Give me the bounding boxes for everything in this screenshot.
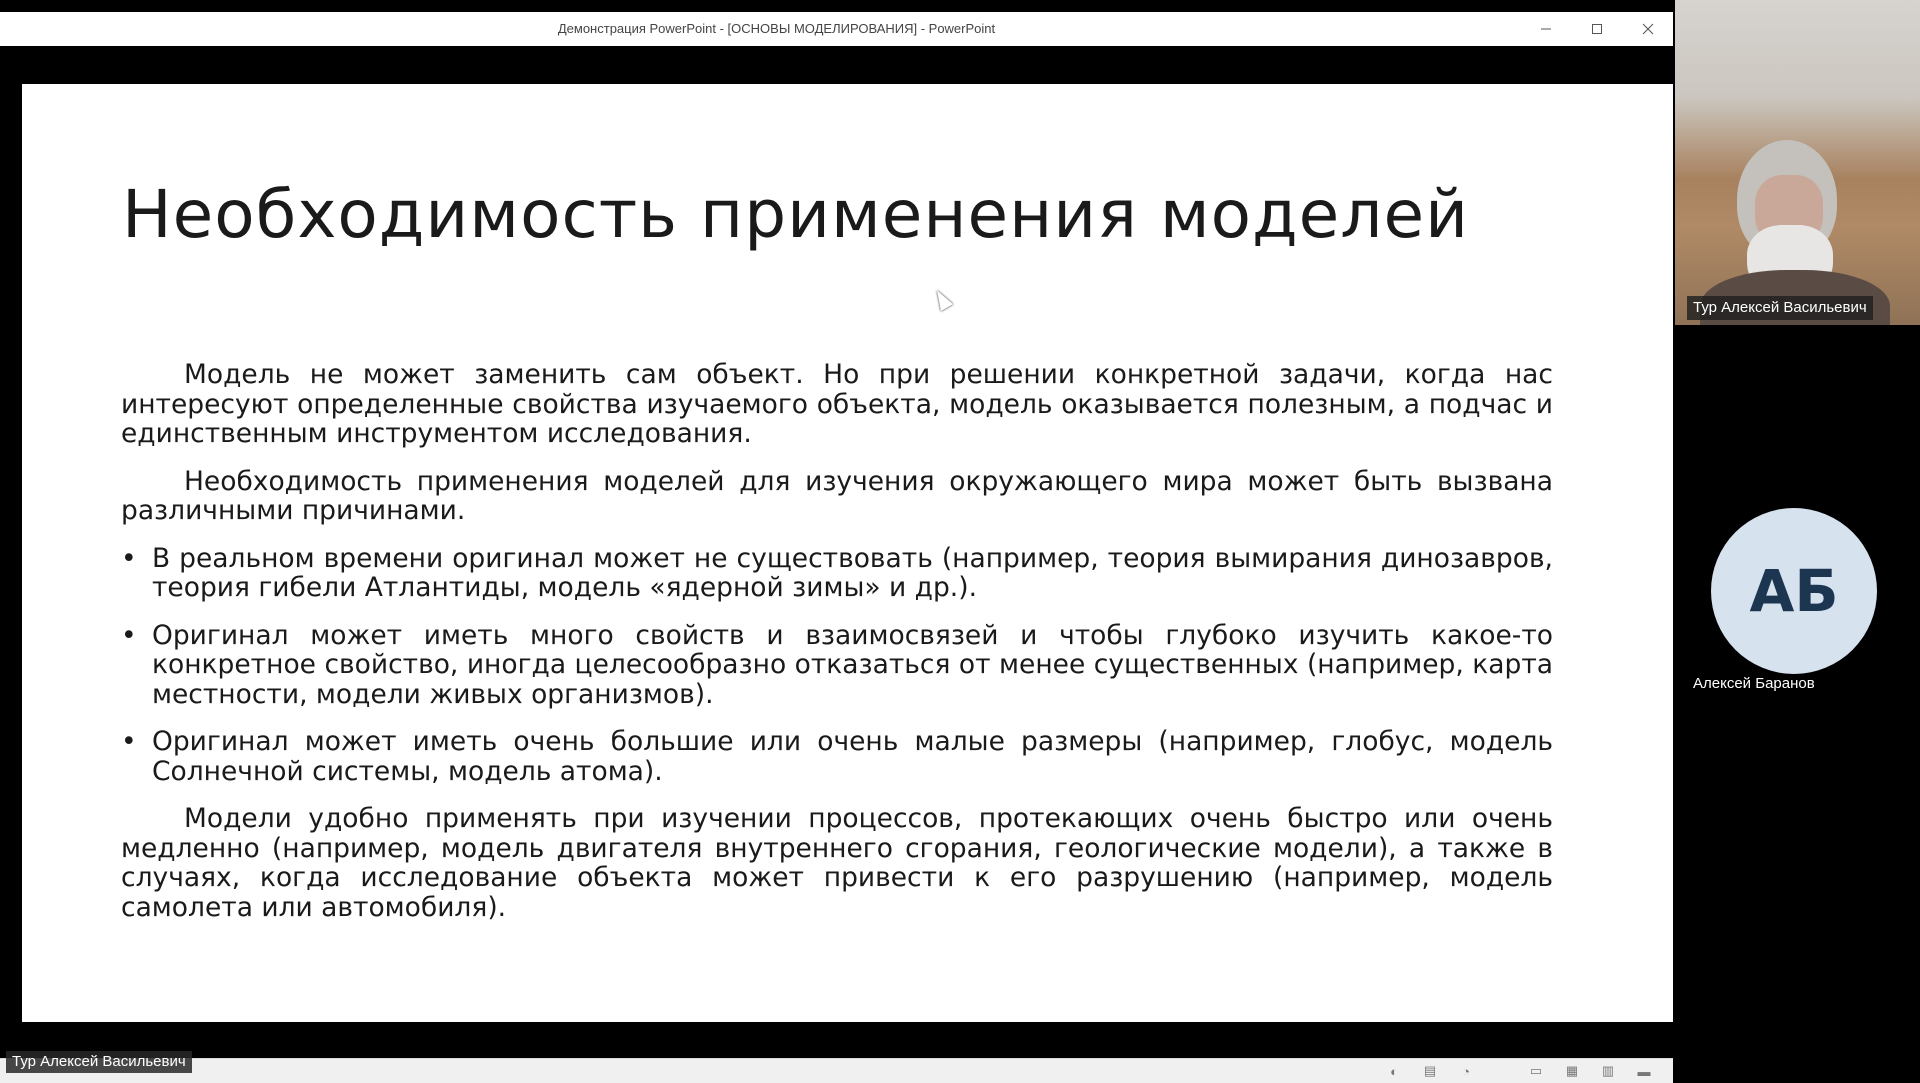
window-title: Демонстрация PowerPoint - [ОСНОВЫ МОДЕЛИРОВАНИЯ] - PowerPoint: [557, 21, 996, 36]
bullet-icon: •: [121, 542, 137, 574]
comments-icon[interactable]: ◔: [1462, 1063, 1470, 1079]
paragraph-usage: Модели удобно применять при изучении процессов, протекающих очень быстро или очень медленно (например, модель двигателя внутреннего сгорания, геологические модели), а также в случаях, когда исследование объекта может привести к его разрушению (например, модель самолета или автомобиля).: [121, 803, 1553, 923]
reading-view-icon[interactable]: ▥: [1601, 1063, 1615, 1078]
slideshow-icon[interactable]: ▬: [1637, 1063, 1651, 1079]
list-item: [121, 621, 1553, 710]
bullet-icon: •: [121, 726, 137, 757]
paragraph-intro: Модель не может заменить сам объект. Но при решении конкретной задачи, когда нас интересуют определенные свойства изучаемого объекта, модель оказывается полезным, а подчас и единственным инструментом исследования.: [121, 359, 1553, 449]
list-item-text: Оригинал может иметь много свойств и взаимосвязей и чтобы глубоко изучить какое-то конкретное свойство, иногда целесообразно отказаться от менее существенных (например, карта местности, модели живых организмов).: [152, 619, 1553, 710]
list-item-text: Оригинал может иметь очень большие или очень малые размеры (например, глобус, модель Солнечной системы, модель атома).: [152, 726, 1553, 787]
participant-name: Алексей Баранов: [1693, 675, 1815, 692]
participant-video-tile[interactable]: [1675, 0, 1920, 325]
participants-panel: [1673, 0, 1920, 1080]
accessibility-icon[interactable]: ◐: [1390, 1063, 1398, 1079]
paragraph-reasons: Необходимость применения моделей для изучения окружающего мира может быть вызвана различными причинами.: [121, 465, 1553, 526]
slide-sorter-icon[interactable]: ▦: [1565, 1063, 1579, 1078]
bullet-icon: •: [121, 619, 137, 651]
slide-area: [22, 46, 1673, 1058]
participant-name: Тур Алексей Васильевич: [1687, 296, 1873, 320]
notes-icon[interactable]: ▤: [1423, 1063, 1437, 1078]
status-icons: [1383, 1059, 1655, 1083]
slide[interactable]: [22, 84, 1673, 1022]
minimize-icon[interactable]: [1520, 12, 1571, 46]
slide-title: Необходимость применения моделей: [122, 176, 1469, 253]
powerpoint-window: [0, 12, 1673, 1079]
close-icon[interactable]: [1622, 12, 1673, 46]
window-controls: [1520, 12, 1673, 46]
active-speaker-label: Тур Алексей Васильевич: [6, 1051, 192, 1073]
avatar[interactable]: АБ: [1711, 508, 1877, 674]
title-bar: [0, 12, 1673, 46]
list-item-text: В реальном времени оригинал может не существовать (например, теория вымирания динозавров, теория гибели Атлантиды, модель «ядерной зимы» и др.).: [152, 542, 1553, 603]
normal-view-icon[interactable]: ▭: [1529, 1063, 1543, 1078]
slide-body: [121, 360, 1553, 940]
maximize-icon[interactable]: [1571, 12, 1622, 46]
list-item: [121, 727, 1553, 786]
status-bar: [0, 1058, 1673, 1083]
reasons-list: [121, 544, 1553, 787]
list-item: [121, 544, 1553, 603]
